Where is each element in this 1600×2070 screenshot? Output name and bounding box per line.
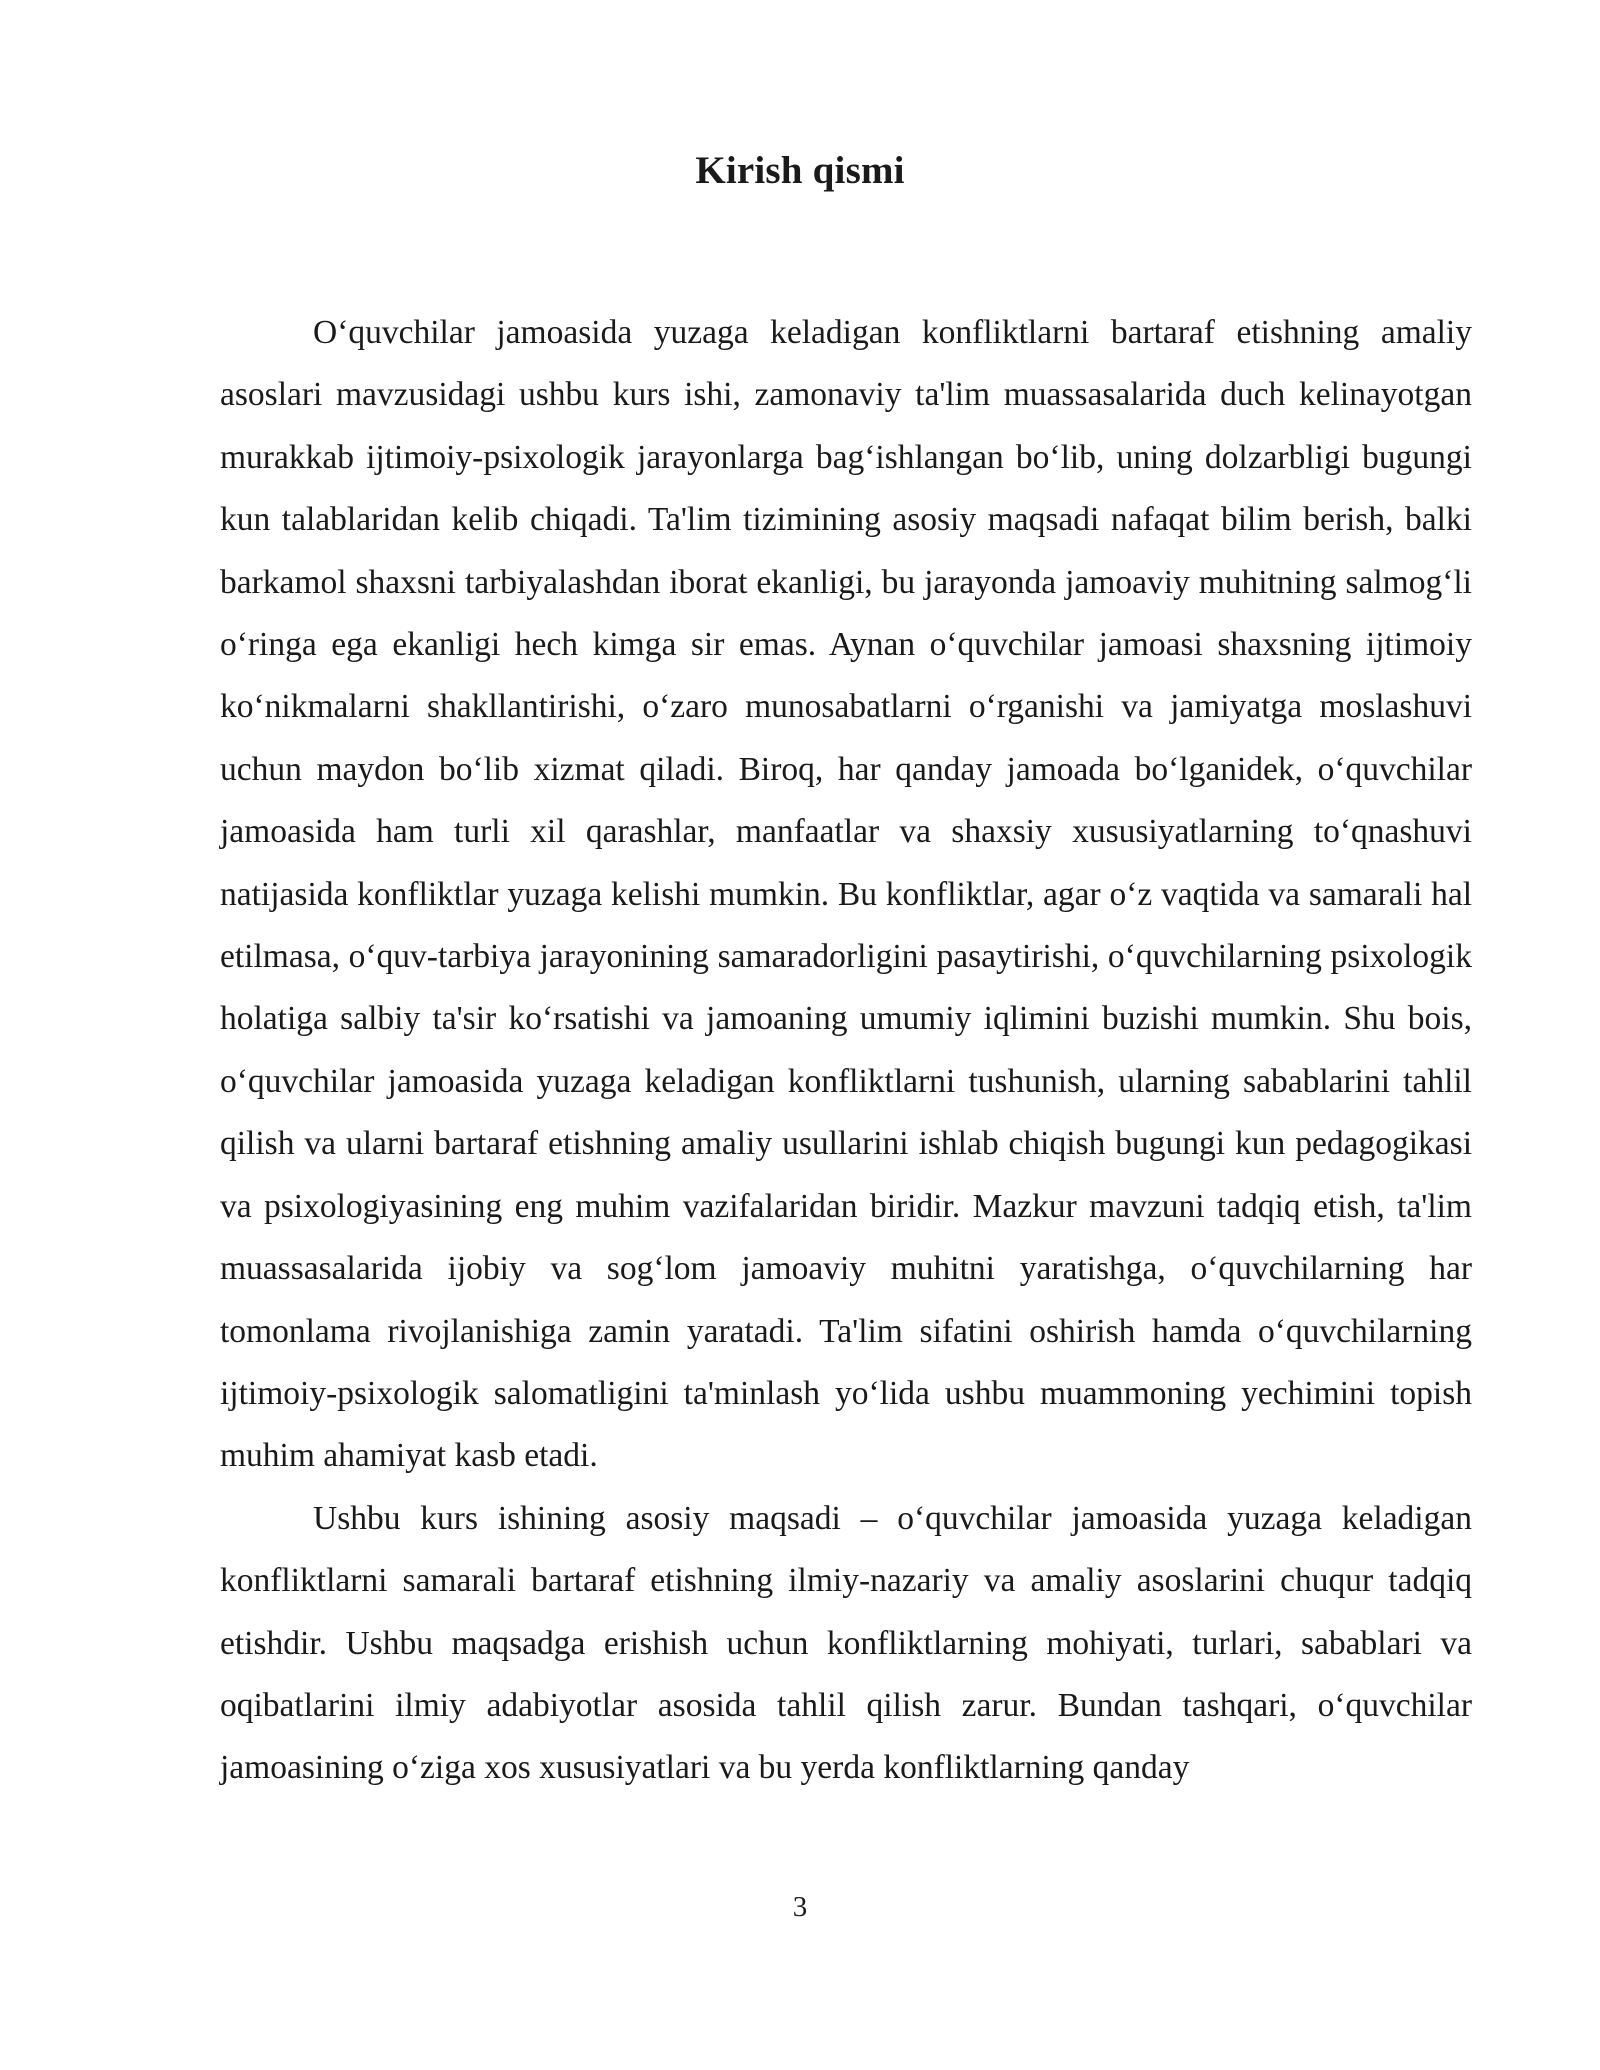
body-text <box>220 302 1472 1800</box>
page-number: 3 <box>792 1891 808 1923</box>
paragraph-1: O‘quvchilar jamoasida yuzaga keladigan konfliktlarni bartaraf etishning amaliy asoslari mavzusidagi ushbu kurs ishi, zamonaviy ta'lim muassasalarida duch kelinayotgan murakkab ijtimoiy-psixologik jarayonlarga bag‘ishlangan bo‘lib, uning dolzarbligi bugungi kun talablaridan kelib chiqadi. Ta'lim tizimining asosiy maqsadi nafaqat bilim berish, balki barkamol shaxsni tarbiyalashdan iborat ekanligi, bu jarayonda jamoaviy muhitning salmog‘li o‘ringa ega ekanligi hech kimga sir emas. Aynan o‘quvchilar jamoasi shaxsning ijtimoiy ko‘nikmalarni shakllantirishi, o‘zaro munosabatlarni o‘rganishi va jamiyatga moslashuvi uchun maydon bo‘lib xizmat qiladi. Biroq, har qanday jamoada bo‘lganidek, o‘quvchilar jamoasida ham turli xil qarashlar, manfaatlar va shaxsiy xususiyatlarning to‘qnashuvi natijasida konfliktlar yuzaga kelishi mumkin. Bu konfliktlar, agar o‘z vaqtida va samarali hal etilmasa, o‘quv-tarbiya jarayonining samaradorligini pasaytirishi, o‘quvchilarning psixologik holatiga salbiy ta'sir ko‘rsatishi va jamoaning umumiy iqlimini buzishi mumkin. Shu bois, o‘quvchilar jamoasida yuzaga keladigan konfliktlarni tushunish, ularning sabablarini tahlil qilish va ularni bartaraf etishning amaliy usullarini ishlab chiqish bugungi kun pedagogikasi va psixologiyasining eng muhim vazifalaridan biridir. Mazkur mavzuni tadqiq etish, ta'lim muassasalarida ijobiy va sog‘lom jamoaviy muhitni yaratishga, o‘quvchilarning har tomonlama rivojlanishiga zamin yaratadi. Ta'lim sifatini oshirish hamda o‘quvchilarning ijtimoiy-psixologik salomatligini ta'minlash yo‘lida ushbu muammoning yechimini topish muhim ahamiyat kasb etadi. <box>220 314 1472 1475</box>
paragraph-2: Ushbu kurs ishining asosiy maqsadi – o‘quvchilar jamoasida yuzaga keladigan konfliktlarni samarali bartaraf etishning ilmiy-nazariy va amaliy asoslarini chuqur tadqiq etishdir. Ushbu maqsadga erishish uchun konfliktlarning mohiyati, turlari, sabablari va oqibatlarini ilmiy adabiyotlar asosida tahlil qilish zarur. Bundan tashqari, o‘quvchilar jamoasining o‘ziga xos xususiyatlari va bu yerda konfliktlarning qanday <box>220 1499 1472 1787</box>
page-title: Kirish qismi <box>695 149 905 192</box>
